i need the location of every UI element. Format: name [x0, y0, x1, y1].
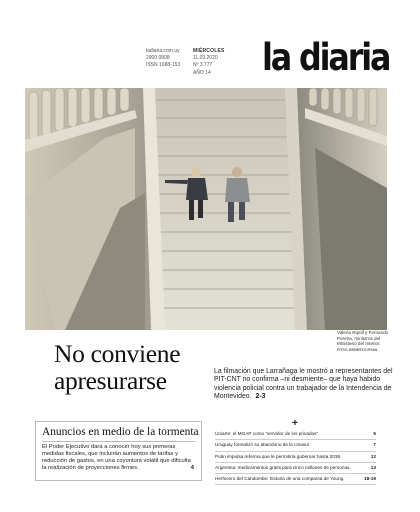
- cover-photo: [25, 88, 387, 330]
- secondary-page-ref: 4: [190, 465, 194, 471]
- index-item-page: 12: [370, 453, 376, 459]
- issue-number: Nº 3.777: [193, 62, 213, 69]
- index-item[interactable]: [215, 474, 376, 485]
- index-item-text: Herhicero del Candombe: historia de una comparsa de Young.: [215, 476, 345, 482]
- lede-page-ref: 2-3: [255, 393, 266, 401]
- secondary-headline: Anuncios en medio de la tormenta: [42, 426, 199, 438]
- index-item[interactable]: [215, 429, 376, 440]
- caption-text: Valeria Ripoll y Fernando Pereira, ministros del Ministerio del Interior.: [337, 330, 389, 347]
- index-item-text: Uniarte: el MGAP como “servidor de los privados”.: [215, 431, 320, 436]
- headline-line-1: No conviene: [54, 339, 181, 368]
- index-list: [215, 429, 376, 485]
- index-item-page: 13: [370, 464, 376, 470]
- masthead-date-block: [193, 48, 225, 77]
- phone-text: 2900 0808: [146, 55, 170, 62]
- issn-text: ISSN 1688-153: [146, 62, 181, 69]
- index-item-page: 7: [373, 442, 376, 448]
- date-text: 11.03.2020: [193, 55, 218, 62]
- lede-text: La filmación que Larrañaga le mostró a representantes del PIT-CNT no confirma –ni desmiente– que haya habido violencia policial contra un trabajador de la Intendencia de Montevideo.: [214, 368, 393, 401]
- plus-icon: +: [292, 418, 298, 429]
- box-divider: [42, 441, 195, 442]
- photo-caption: [337, 330, 397, 353]
- newspaper-logo: la diaria: [262, 36, 390, 79]
- secondary-summary-text: El Poder Ejecutivo dará a conocer hoy sus primeras medidas fiscales, que incluirán aumentos de tarifas y reducción de gastos, en una coyuntura volátil que dificulta la realización de proyecciones firmes.: [42, 444, 191, 471]
- index-item-text: Uruguay formalizó su abandono de la Unasur.: [215, 442, 311, 448]
- main-lede: [214, 368, 404, 402]
- secondary-story-box[interactable]: [35, 421, 202, 481]
- weekday-text: MIÉRCOLES: [193, 48, 225, 54]
- index-item-page: 5: [373, 431, 376, 436]
- index-item[interactable]: [215, 463, 376, 474]
- index-item[interactable]: [215, 452, 376, 463]
- index-item-text: Argentina: medicamentos gratis para cinco millones de personas.: [215, 464, 351, 470]
- website-text: ladiaria.com.uy: [146, 48, 180, 54]
- index-item[interactable]: [215, 440, 376, 451]
- headline-line-2: apresurarse: [54, 366, 167, 395]
- index-item-text: Putin impulsa reforma que le permitiría gobernar hasta 2036.: [215, 453, 342, 459]
- masthead-contact: [146, 48, 180, 70]
- photo-credit: FOTO: ERNESTO RYAN: [337, 347, 378, 352]
- secondary-summary: [42, 444, 194, 472]
- staircase-illustration: [25, 88, 387, 330]
- year-text: AÑO 14: [193, 69, 211, 76]
- index-item-page: 18-19: [364, 476, 376, 482]
